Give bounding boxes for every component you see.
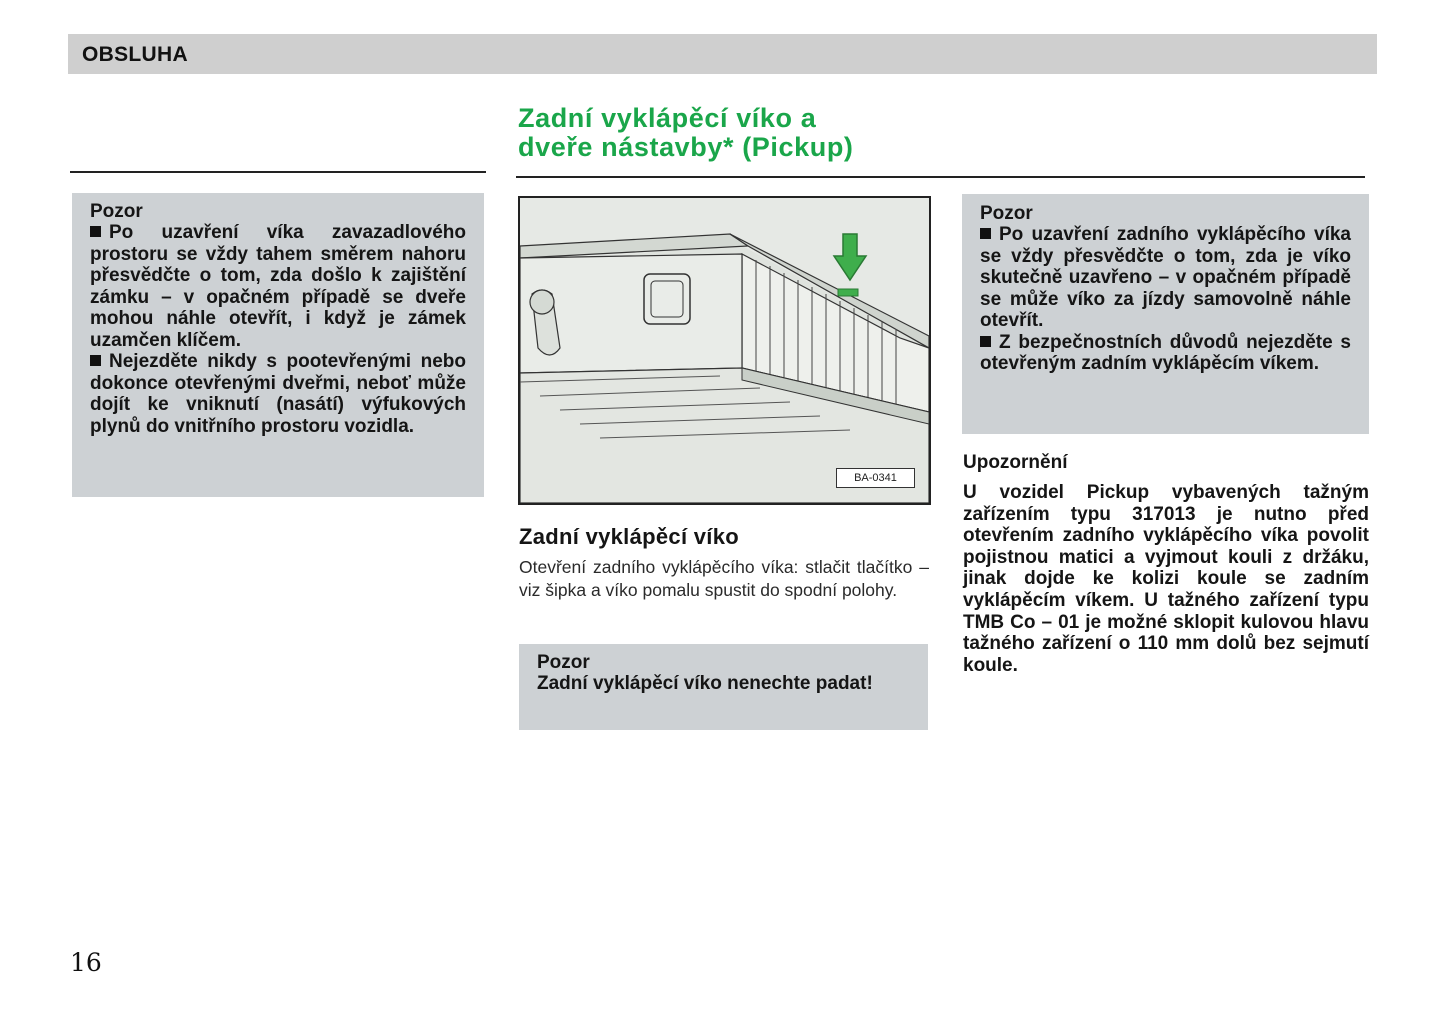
page-number: 16 <box>70 948 102 977</box>
pickup-bed-illustration <box>518 196 931 505</box>
warning-label: Pozor <box>90 201 143 222</box>
warning-label: Pozor <box>980 203 1033 224</box>
warning-item-text: Po uzavření zadního vyklápěcího víka se vždy přesvědčte o tom, zda je víko skutečně uzavřeno – v opačném případě se může víko za jízdy samovolně náhle otevřít. <box>980 224 1351 331</box>
tailgate-heading: Zadní vyklápěcí víko <box>519 524 739 549</box>
warning-item <box>90 222 466 351</box>
bullet-square-icon <box>90 355 101 366</box>
figure-code-label: BA-0341 <box>836 468 915 488</box>
title-line-1: Zadní vyklápěcí víko a <box>518 103 817 133</box>
notice-text: U vozidel Pickup vybavených tažným zařízením typu 317013 je nutno před otevřením zadního vyklápěcího víka povolit pojistnou matici a vyjmout kouli z držáku, jinak dojde ke kolizi koule se zadním vyklápěcím víkem. U tažného zařízení typu TMB Co – 01 je možné sklopit kulovou hlavu tažného zařízení o 110 mm dolů bez sejmutí koule. <box>963 482 1369 676</box>
notice-heading: Upozornění <box>963 452 1068 473</box>
warning-box-right <box>962 194 1369 434</box>
warning-item <box>980 224 1351 332</box>
warning-item <box>980 332 1351 375</box>
title-line-2: dveře nástavby* (Pickup) <box>518 132 854 162</box>
bullet-square-icon <box>980 228 991 239</box>
warning-text: Zadní vyklápěcí víko nenechte padat! <box>537 673 873 694</box>
page-title <box>518 104 1078 162</box>
bullet-square-icon <box>980 336 991 347</box>
warning-box-left <box>72 193 484 497</box>
right-divider <box>516 176 1365 178</box>
section-header-bar <box>68 34 1377 74</box>
left-divider <box>70 171 486 173</box>
bullet-square-icon <box>90 226 101 237</box>
warning-item-text: Z bezpečnostních důvodů nejezděte s otevřeným zadním vyklápěcím víkem. <box>980 331 1351 374</box>
pickup-bed-drawing <box>520 198 929 503</box>
section-title: OBSLUHA <box>82 43 188 66</box>
warning-item-text: Po uzavření víka zavazadlového prostoru se vždy tahem směrem nahoru přesvědčte o tom, zda došlo k zajištění zámku – v opačném případě se dveře mohou náhle otevřít, i když je zámek uzamčen klíčem. <box>90 222 466 351</box>
tailgate-instructions: Otevření zadního vyklápěcího víka: stlačit tlačítko – viz šipka a víko pomalu spustit do spodní polohy. <box>519 557 929 600</box>
warning-item-text: Nejezděte nikdy s pootevřenými nebo dokonce otevřenými dveřmi, neboť může dojít ke vniknutí (nasátí) výfukových plynů do vnitřního prostoru vozidla. <box>90 351 466 437</box>
warning-box-middle <box>519 644 928 730</box>
warning-label: Pozor <box>537 652 590 673</box>
warning-item <box>90 351 466 437</box>
